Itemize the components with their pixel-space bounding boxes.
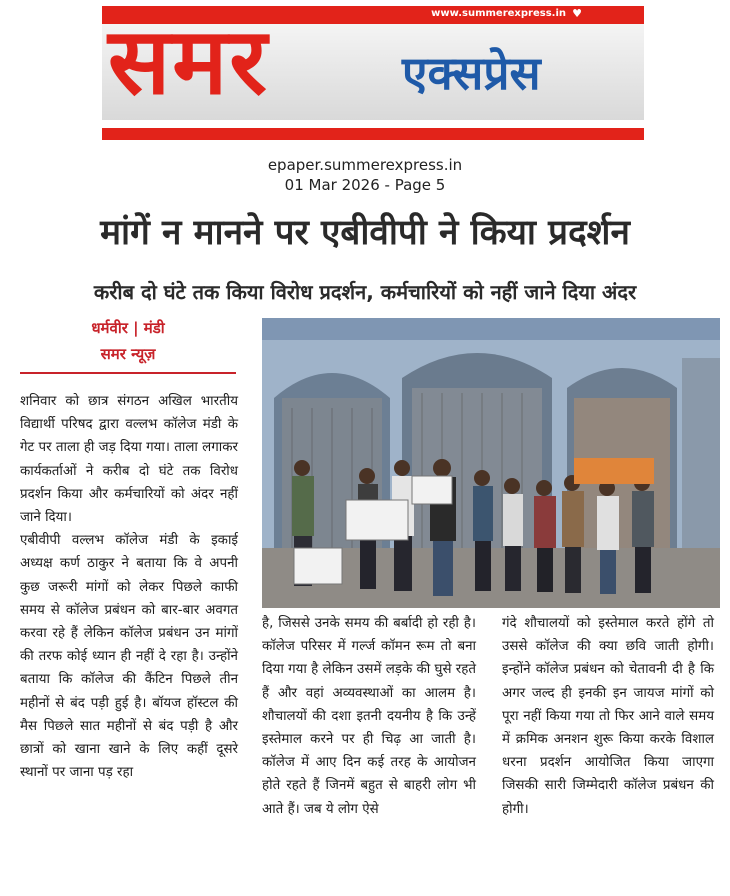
article-column-3: गंदे शौचालयों को इस्तेमाल करते होंगे तो उससे कॉलेज की क्या छवि जाती होगी। इन्होंने कॉलेज प्रबंधन को चेतावनी दी है कि अगर जल्द ही इनकी इन जायज मांगों को पूरा नहीं किया गया तो फिर आने वाले समय में क्रमिक अनशन शुरू किया करके विशाल धरना प्रदर्शन आयोजित किया जाएगा जिसकी सारी जिम्मेदारी कॉलेज प्रबंधन की होगी। — [502, 616, 714, 817]
masthead-logo — [102, 6, 644, 140]
masthead-bottom-bar — [102, 128, 644, 140]
article-paragraph: एबीवीपी वल्लभ कॉलेज मंडी के इकाई अध्यक्ष कर्ण ठाकुर ने बताया कि वे अपनी कुछ जरूरी मांगों को लेकर पिछले काफी समय से कॉलेज प्रबंधन को बार-बार अवगत करवा रहे हैं लेकिन कॉलेज प्रबंधन उन मांगों की तरफ कोई ध्यान ही नहीं दे रहा है। उन्होंने बताया कि कॉलेज की कैंटिन पिछले तीन महीनों से बंद पड़ी हुई है। बॉयज हॉस्टल की मैस पिछले सात महीनों से बंद पड़ी है और छात्रों को खाना खाने के लिए कहीं दूसरे स्थानों पर जाना पड़ रहा — [20, 533, 238, 781]
masthead-subname: एक्सप्रेस — [402, 46, 541, 100]
article-column-1 — [20, 390, 238, 784]
byline-source: समर न्यूज़ — [100, 345, 156, 363]
byline-author: धर्मवीर | मंडी — [91, 319, 165, 337]
protest-photo-illustration — [262, 318, 720, 608]
protest-photo — [262, 318, 720, 608]
masthead-name: समर — [108, 8, 269, 115]
byline-divider — [20, 372, 236, 374]
masthead-url: www.summerexpress.in — [431, 8, 566, 19]
edition-date-page: 01 Mar 2026 - Page 5 — [284, 176, 446, 194]
article-headline: मांगें न मानने पर एबीवीपी ने किया प्रदर्शन — [100, 213, 630, 253]
edition-site: epaper.summerexpress.in — [267, 156, 463, 174]
heart-icon: ♥ — [572, 7, 582, 20]
article-subheadline: करीब दो घंटे तक किया विरोध प्रदर्शन, कर्मचारियों को नहीं जाने दिया अंदर — [93, 280, 637, 304]
article-paragraph: शनिवार को छात्र संगठन अखिल भारतीय विद्यार्थी परिषद द्वारा वल्लभ कॉलेज मंडी के गेट पर ताला ही जड़ दिया गया। ताला लगाकर कार्यकर्ताओं ने करीब दो घंटे तक विरोध प्रदर्शन किया और कर्मचारियों को अंदर नहीं जाने दिया। — [20, 394, 238, 526]
article-column-2: है, जिससे उनके समय की बर्बादी हो रही है। कॉलेज परिसर में गर्ल्ज कॉमन रूम तो बना दिया गया है लेकिन उसमें लड़के की घुसे रहते हैं और वहां अव्यवस्थाओं का आलम है। शौचालयों की दशा इतनी दयनीय है कि उन्हें इस्तेमाल करने पर ही चिढ़ आ जाती है। कॉलेज में आए दिन कई तरह के आयोजन होते रहते हैं जिनमें बहुत से बाहरी लोग भी आते हैं। जब ये लोग ऐसे — [262, 616, 476, 817]
